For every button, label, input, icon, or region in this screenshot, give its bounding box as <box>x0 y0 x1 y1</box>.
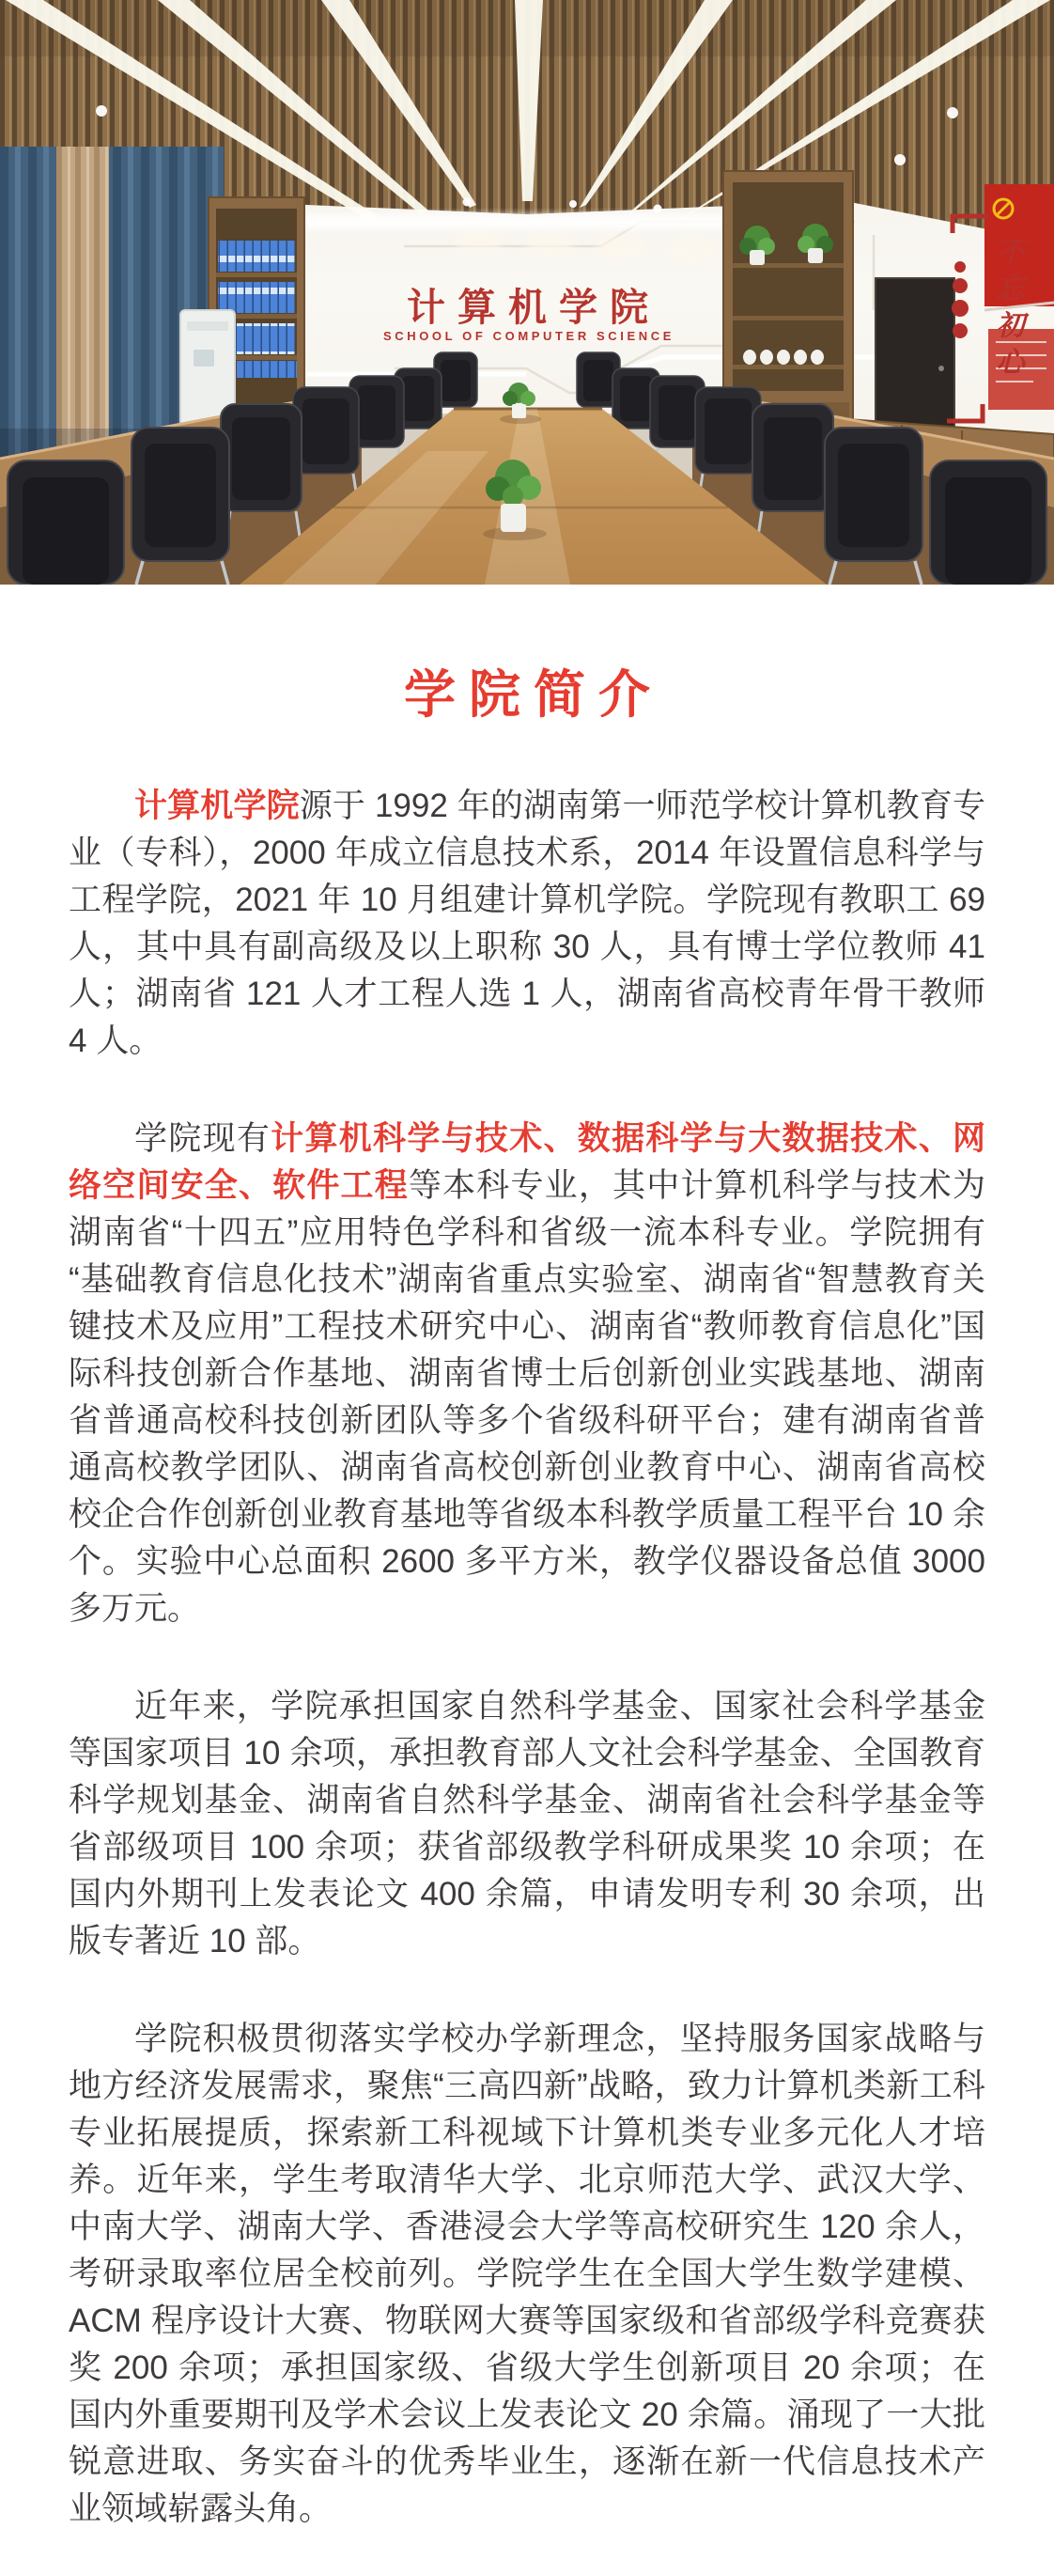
body-text: 学院积极贯彻落实学校办学新理念，坚持服务国家战略与地方经济发展需求，聚焦“三高四新”战略，致力计算机类新工科专业拓展提质，探索新工科视域下计算机类专业多元化人才培养。近年来，学生考取清华大学、北京师范大学、武汉大学、中南大学、湖南大学、香港浸会大学等高校研究生 120 余人，考研录取率位居全校前列。学院学生在全国大学生数学建模、ACM 程序设计大赛、物联网大赛等国家级和省部级学科竞赛获奖 200 余项；承担国家级、省级大学生创新项目 20 余项；在国内外重要期刊及学术会议上发表论文 20 余篇。涌现了一大批锐意进取、务实奋斗的优秀毕业生，逐渐在新一代信息技术产业领域崭露头角。 <box>69 2020 985 2527</box>
conference-room-photo <box>0 0 1054 585</box>
highlight-text: 计算机学院 <box>134 787 300 824</box>
body-text: 等本科专业，其中计算机科学与技术为湖南省“十四五”应用特色学科和省级一流本科专业。学院拥有“基础教育信息化技术”湖南省重点实验室、湖南省“智慧教育关键技术及应用”工程技术研究中心、湖南省“教师教育信息化”国际科技创新合作基地、湖南省博士后创新创业实践基地、湖南省普通高校科技创新团队等多个省级科研平台；建有湖南省普通高校教学团队、湖南省高校创新创业教育中心、湖南省高校校企合作创新创业教育基地等省级本科教学质量工程平台 10 余个。实验中心总面积 2600 多平方米，教学仪器设备总值 3000 多万元。 <box>69 1166 985 1627</box>
body-text: 学院现有 <box>134 1119 271 1157</box>
paragraph <box>69 1683 985 1965</box>
chair <box>825 428 922 585</box>
calligraphy-text: 不忘初心 <box>991 237 1023 383</box>
highlight-text: 计算机科学与技术、数据科学与大数据技术、网络空间安全、软件工程 <box>69 1119 985 1204</box>
page-title: 学院简介 <box>403 666 663 724</box>
chair <box>8 461 124 585</box>
chair <box>930 461 1046 585</box>
body-text: 近年来，学院承担国家自然科学基金、国家社会科学基金等国家项目 10 余项，承担教育部人文社会科学基金、全国教育科学规划基金、湖南省自然科学基金、湖南省社会科学基金等省部级项目 100 余项；获省部级教学科研成果奖 10 余项；在国内外期刊上发表论文 400 余篇，申请发明专利 30 余项，出版专著近 10 部。 <box>69 1687 985 1959</box>
wall-sign-cn-text: 计算机学院 <box>407 286 660 329</box>
wall-sign-en-text: SCHOOL OF COMPUTER SCIENCE <box>382 329 675 343</box>
paragraph <box>69 1116 985 1632</box>
photo-canvas <box>0 0 1054 585</box>
body-text: 源于 1992 年的湖南第一师范学校计算机教育专业（专科），2000 年成立信息技术系，2014 年设置信息科学与工程学院，2021 年 10 月组建计算机学院。学院现有教职工 69 人，其中具有副高级及以上职称 30 人，具有博士学位教师 41 人；湖南省 121 人才工程人选 1 人，湖南省高校青年骨干教师 4 人。 <box>69 787 985 1059</box>
wall-sign <box>383 286 674 343</box>
chair <box>132 428 229 585</box>
paragraph <box>69 783 985 1065</box>
article-body <box>69 783 985 2576</box>
paragraph <box>69 2016 985 2533</box>
